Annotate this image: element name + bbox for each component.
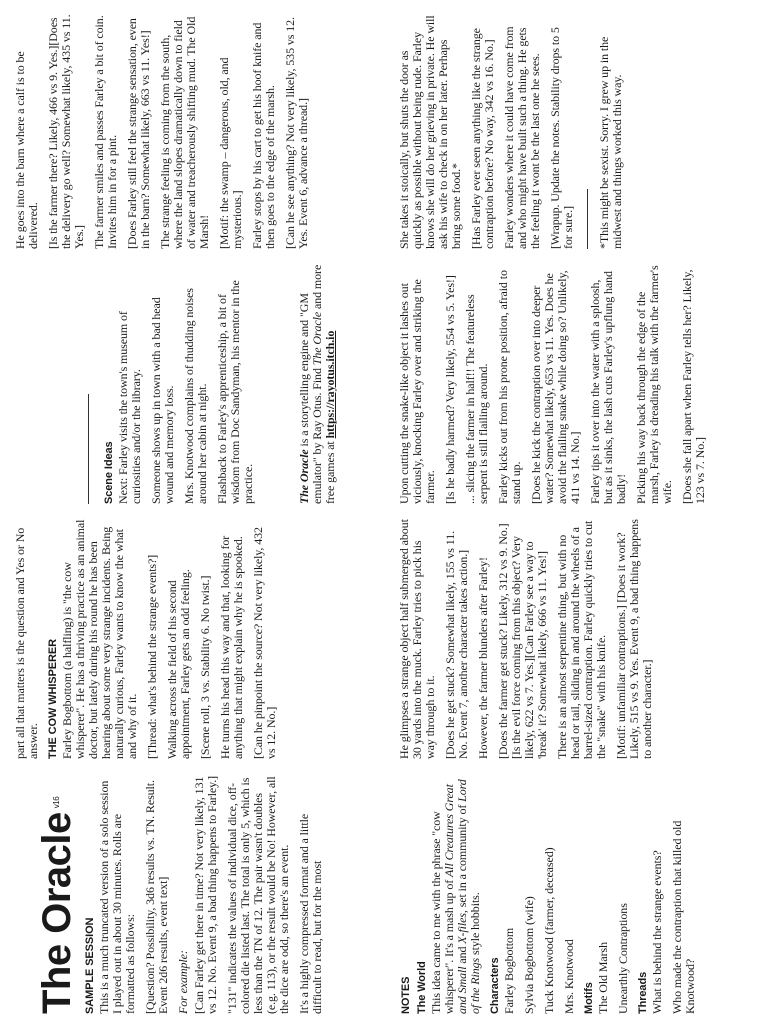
itch-link[interactable]: https://rayotus.itch.io <box>323 330 337 439</box>
book-title-3: Lord of the Rings <box>455 779 482 1014</box>
for-example-label: For example: <box>176 950 190 1014</box>
col7-paragraph-1: Upon cutting the snake-like object it lashes out viciously, knocking Farley over and striking the farmer. <box>397 279 437 504</box>
page1-column-3 <box>14 264 344 504</box>
divider-rule <box>88 394 89 504</box>
col7-paragraph-3: ... slicing the farmer in half!! The featureless serpent is still flailing around. <box>463 294 490 504</box>
page1-column-1 <box>14 774 331 1014</box>
col6-paragraph-4: [Does the farmer get stuck? Likely, 312 vs 9. No.][Is the evil force coming from this object? Very likely, 622 vs 7. Yes.][Can Farley see a way to 'break' it? Somewhat likely, 666 vs 11. Yes!] <box>496 523 549 759</box>
col7-paragraph-6: Farley tips it over into the water with a sploosh, but as it sinks, the lash cuts Farley's upflung hand badly! <box>588 271 628 504</box>
col4-paragraph-4: [Does Farley still feel the strange sensation, even in the barn? Somewhat likely, 663 vs 11. Yes!] <box>125 18 152 249</box>
about-the-oracle <box>298 264 337 504</box>
explanation-paragraph-2: It's a highly compressed format and a little difficult to read, but for the most <box>297 813 324 1014</box>
character-item: Farley Bogbottom <box>502 927 516 1014</box>
page1-column-4 <box>14 14 317 249</box>
intro-text: This is a much truncated version of a solo session I played out in about 30 minutes. Rolls are formatted as follows: <box>97 780 137 1014</box>
sample-session-heading: SAMPLE SESSION <box>84 917 96 1014</box>
footnote: *This might be sexist. Sorry. I grew up in the midwest and things worked this way. <box>597 36 624 249</box>
scene-idea-2: Someone shows up in town with a bad head wound and memory loss. <box>149 297 176 504</box>
scene-ideas-heading: Scene Ideas <box>103 441 115 504</box>
notes-heading: NOTES <box>400 976 412 1014</box>
about-title: The Oracle <box>297 449 311 504</box>
oracle-title: The Oracle$^{v16}$ <box>35 796 79 1014</box>
page2-column-8 <box>398 14 631 249</box>
col7-paragraph-4: Farley kicks out from his prone position, afraid to stand up. <box>496 270 523 504</box>
world-text: This idea came to me with the phrase "cow whisperer". It's a mash up of All Creatures Great and Small and X-files, set in a community of Lord of the Rings style hobbits. <box>429 779 482 1014</box>
col8-paragraph-4: [Wrapup. Update the notes. Stability drops to 5 for sure.] <box>548 27 575 249</box>
col4-paragraph-6: [Motif: the swamp – dangerous, old, and mysterious.] <box>217 57 244 249</box>
col6-paragraph-1: He glimpses a strange object half submerged about 30 yards into the muck. Farley tries to pick his way through to it. <box>397 519 437 759</box>
example-text: [Can Farley get there in time? Not very likely, 131 vs 12. No. Event 9, a bad thing happens to Farley.] <box>192 775 219 1014</box>
threads-heading: Threads <box>637 971 649 1014</box>
notes-column <box>398 774 704 1014</box>
page1-column-2 <box>14 519 285 759</box>
cow-paragraph-6: [Can he pinpoint the source? Not very likely, 432 vs 12. No.] <box>251 527 278 759</box>
col8-paragraph-3: Farley wonders where it could have come from and who might have built such a thing. He gets the feeling it wont be the last one he sees. <box>502 26 542 249</box>
book-title-2: X-files <box>455 913 469 944</box>
col6-paragraph-2: [Does he get stuck? Somewhat likely, 155 vs 11. No. Event 7, another character takes action.] <box>443 530 470 759</box>
cow-paragraph-2: [Thread: what's behind the strange events?] <box>145 554 159 759</box>
about-text-a: is a storytelling engine and "GM emulator" by Ray Otus. Find <box>297 293 324 504</box>
thread-item: What is behind the strange events? <box>650 850 664 1014</box>
character-item: Mrs. Knotwood <box>562 939 576 1014</box>
scene-idea-4: Flashback to Farley's apprenticeship, a bit of wisdom from Doc Sandyman, his mentor in the practice. <box>215 280 255 504</box>
col4-paragraph-5: The strange feeling is coming from the south, where the land slopes dramatically down to field of water and treacherously shifting mud. The Old Marsh! <box>158 16 211 249</box>
col4-paragraph-2: [Is the farmer there? Likely, 466 vs 9. Yes.][Does the delivery go well? Somewhat likely, 435 vs 11. Yes.] <box>46 14 86 249</box>
footnote-rule <box>587 189 588 249</box>
col8-paragraph-2: [Has Farley ever seen anything like the strange contraption before? No way, 342 vs 16. No.] <box>469 28 496 249</box>
world-heading: The World <box>416 961 428 1014</box>
col6-paragraph-5: There is an almost serpentine thing, but with no head or tail, sliding in and around the wheels of a barrel-sized contraption. Farley quickly tries to cut the "snake" with his knife. <box>555 520 608 759</box>
page2-column-6 <box>398 519 661 759</box>
thread-item: Who made the contraption that killed old Knotwood? <box>670 820 697 1014</box>
version-label: v16 <box>52 796 61 809</box>
column2-continuation: part all that matters is the question and Yes or No answer. <box>13 527 40 759</box>
col4-paragraph-8: [Can he see anything? Not very likely, 535 vs 12. Yes. Event 6, advance a thread.] <box>283 17 310 249</box>
explanation-paragraph-1: "131" indicates the values of individual dice, off-colored die listed last. The total is only 5, which is less than the TN of 12. The pair wasn't doubles (e.g. 113), or the result would be No! However, all the dice are odd, so there's an event. <box>225 776 291 1014</box>
cow-paragraph-5: He turns his head this way and that, looking for anything that might explain why he is spooked. <box>218 535 245 759</box>
col8-paragraph-1: She takes it stoically, but shuts the door as quickly as possible without being rude. Farley knows she will do her grieving in private. He will ask his wife to check in on her later. Perhaps bring some food.* <box>397 15 463 249</box>
motif-item: The Old Marsh <box>596 941 610 1014</box>
col6-paragraph-3: However, the farmer blunders after Farley! <box>476 557 490 759</box>
book-title-1: All Creatures Great and Small <box>442 784 469 1014</box>
character-item: Tuck Knotwood (farmer, deceased) <box>542 847 556 1014</box>
col4-paragraph-1: He goes into the barn where a calf is to be delivered. <box>13 51 40 249</box>
character-item: Sylvia Bogbottom (wife) <box>522 896 536 1014</box>
col7-paragraph-8: [Does she fall apart when Farley tells her? Likely, 123 vs 7. No.] <box>680 269 707 504</box>
about-title-2: The Oracle <box>310 311 324 366</box>
page2-column-7 <box>398 264 714 504</box>
motif-item: Unearthly Contraptions <box>616 903 630 1014</box>
col4-paragraph-3: The farmer smiles and passes Farley a bit of coin. Invites him in for a pint. <box>92 15 119 249</box>
col7-paragraph-2: [Is he badly harmed? Very likely, 554 vs 5. Yes!] <box>443 275 457 504</box>
scene-idea-1: Next: Farley visits the town's museum of curiosities and/or the library. <box>116 311 143 504</box>
cow-whisperer-heading: THE COW WHISPERER <box>47 639 59 759</box>
scene-idea-3: Mrs. Knotwood complains of thudding noises around her cabin at night. <box>182 288 209 504</box>
motifs-heading: Motifs <box>583 982 595 1014</box>
cow-paragraph-3: Walking across the field of his second appointment, Farley gets an odd feeling. <box>165 569 192 759</box>
col6-paragraph-6: [Motif: unfamiliar contraptions.] [Does it work? Likely, 515 vs 9. Yes. Event 9, a bad thing happens to another character.] <box>614 519 654 759</box>
format-example: [Question? Possibility, 3d6 results vs. TN. Result. Event 2d6 results, event text] <box>143 780 170 1014</box>
col7-paragraph-5: [Does he kick the contraption over into deeper water? Somewhat likely, 653 vs 11. Yes. Does he avoid the flailing snake while doing so? Unlikely, 411 vs 14. No.] <box>529 270 582 504</box>
col4-paragraph-7: Farley stops by his cart to get his hoof knife and then goes to the edge of the marsh. <box>250 22 277 249</box>
characters-heading: Characters <box>489 957 501 1014</box>
col7-paragraph-7: Picking his way back through the edge of the marsh, Farley is dreading his talk with the farmer's wife. <box>634 265 674 504</box>
cow-paragraph-4: [Scene roll, 3 vs. Stability 6. No twist.] <box>198 575 212 759</box>
cow-paragraph-1: Farley Bogbottom (a halfling) is "the cow whisperer". He has a thriving practice as an animal doctor, but lately during his round he has been hearing about some very strange incidents. Being naturally curious, Farley wants to know the what and why of it. <box>60 519 139 759</box>
about-text-b: and more free games at <box>310 264 337 504</box>
